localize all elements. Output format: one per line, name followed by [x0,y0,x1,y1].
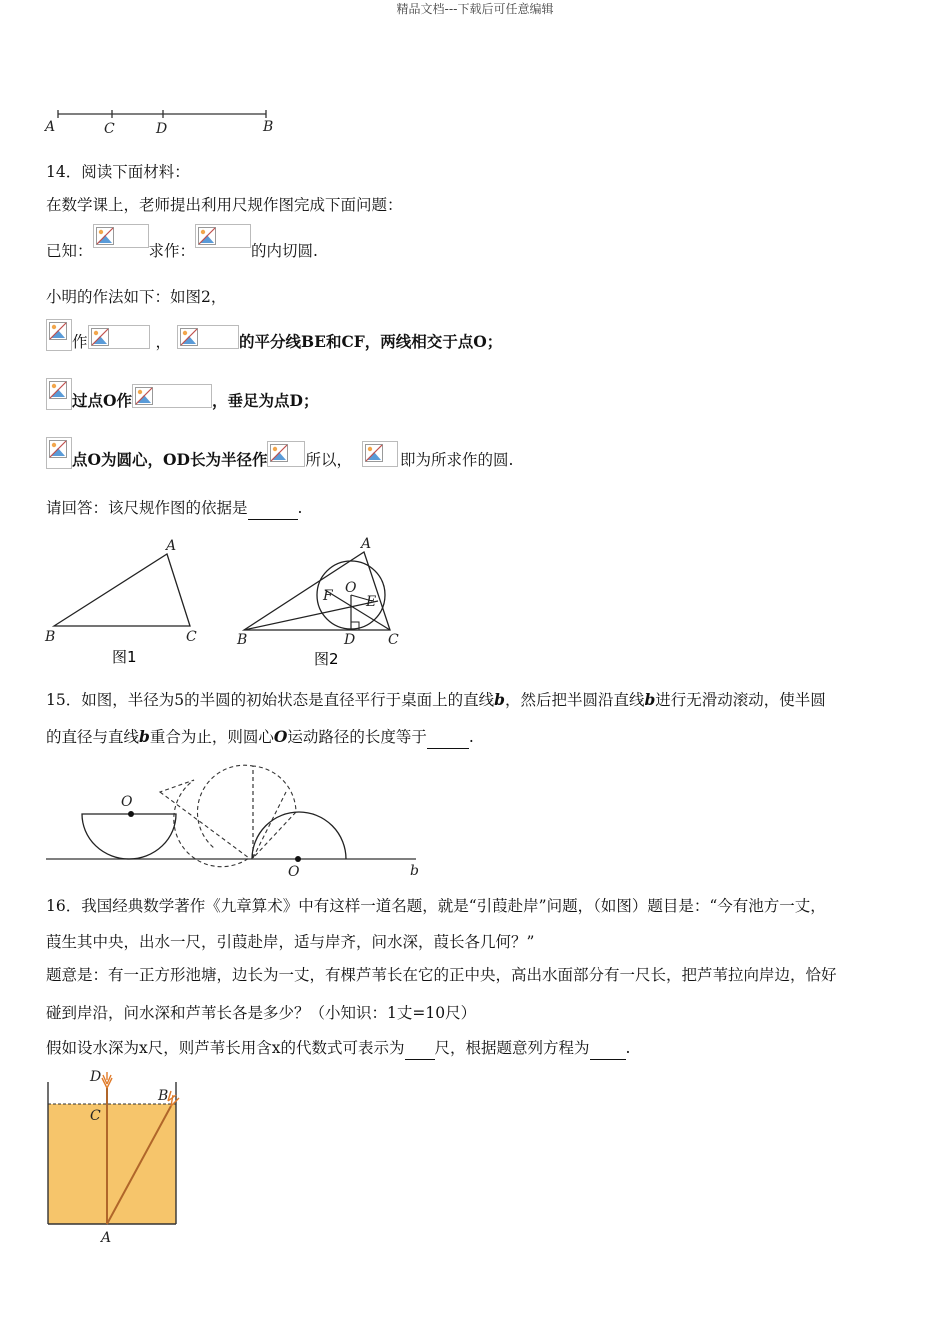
fig16-label-a: A [101,1230,112,1244]
answer-blank [427,726,469,749]
broken-image-icon [177,325,239,349]
broken-image-icon [267,441,305,467]
var-o: O [273,727,288,746]
q14-step3 [46,435,513,471]
fig1-label-a: A [166,538,177,554]
point-label-b: B [263,119,274,135]
var-b: b [139,727,150,746]
fig2-label-o: O [345,580,357,596]
step3-text-a: 点O为圆心，OD长为半径作 [72,450,268,469]
broken-image-icon [46,437,72,469]
q14-intro: 在数学课上，老师提出利用尺规作图完成下面问题： [46,196,403,214]
q15-text: 的直径与直线 [46,728,140,746]
q14-step2 [46,376,318,412]
broken-image-icon [132,384,212,408]
fig2-label-b: B [237,632,248,648]
step1-text-c: 的平分线BE和CF，两线相交于点O； [239,332,503,351]
broken-image-icon [46,378,72,410]
q15-text: 运动路径的长度等于 [287,728,427,746]
q15-line1 [46,689,826,711]
point-label-c: C [104,121,115,137]
broken-image-icon [46,319,72,351]
q14-method: 小明的作法如下：如图2， [46,288,227,306]
segment-figure [44,105,284,139]
fig2-label-c: C [388,632,399,648]
fig15-label-o2: O [288,864,300,880]
fig2-label-d: D [344,632,356,648]
fig1-label-c: C [186,629,197,645]
point-label-a: A [45,119,56,135]
q16-line4: 碰到岸沿，问水深和芦苇长各是多少？（小知识：1丈=10尺） [46,1004,477,1022]
fig16-label-d: D [90,1069,102,1085]
step3-text-c: 即为所求作的圆. [399,451,514,469]
step2-text-b: ，垂足为点D； [212,391,319,410]
q15-text: . [468,728,474,746]
q16-line3: 题意是：有一正方形池塘，边长为一丈，有棵芦苇长在它的正中央，高出水面部分有一尺长，把芦苇拉向岸边，恰好 [46,966,837,984]
q14-title: 14．阅读下面材料： [46,163,190,181]
semicircle-rolling-figure [44,762,424,882]
question-text: 请回答：该尺规作图的依据是 [46,499,248,517]
fig2-label-e: E [366,594,377,610]
fig1-label-b: B [45,629,56,645]
triangle-figures [40,534,420,672]
fig16-label-c: C [90,1108,101,1124]
q16-text: 假如设水深为x尺，则芦苇长用含x的代数式可表示为 [46,1039,405,1057]
q15-line2 [46,726,474,749]
fig2-label-a: A [361,536,372,552]
step1-text-a: 作 [72,333,88,351]
q14-given [46,222,318,262]
q14-question [46,497,302,520]
q16-line2: 葭生其中央，出水一尺，引葭赴岸，适与岸齐，问水深，葭长各几何？” [46,933,535,951]
q15-text: 15．如图，半径为5的半圆的初始状态是直径平行于桌面上的直线 [46,691,495,709]
var-b: b [494,690,505,709]
answer-blank [590,1037,626,1060]
fig15-label-o1: O [121,794,133,810]
q14-step1 [46,317,502,353]
fig2-caption: 图2 [314,650,339,668]
step1-text-b: ， [155,333,172,351]
given-mid: 求作： [148,242,196,260]
broken-image-icon [195,224,251,248]
fig1-caption: 图1 [112,648,137,666]
fig16-label-b: B [158,1088,169,1104]
step3-text-b: 所以， [305,451,352,469]
answer-blank [248,497,298,520]
step2-text-a: 过点O作 [72,391,133,410]
q15-text: 进行无滑动滚动，使半圆 [655,691,826,709]
given-suffix: 的内切圆. [251,242,318,260]
q16-line1: 16．我国经典数学著作《九章算术》中有这样一道名题，就是“引葭赴岸”问题，（如图）题目是：“今有池方一丈， [46,897,826,915]
var-b: b [644,690,656,709]
pond-reed-figure [40,1066,190,1244]
q15-text: ，然后把半圆沿直线 [504,691,645,709]
fig2-label-f: F [323,588,333,604]
q16-text: 尺，根据题意列方程为 [434,1039,590,1057]
broken-image-icon [362,441,398,467]
given-prefix: 已知： [46,242,93,260]
page-header: 精品文档---下载后可任意编辑 [396,2,554,16]
question-end: . [297,499,303,517]
point-label-d: D [156,121,168,137]
fig15-label-b: b [410,863,419,879]
broken-image-icon [93,224,149,248]
q15-text: 重合为止，则圆心 [149,728,274,746]
q16-text: . [625,1039,631,1057]
q16-line5 [46,1037,630,1060]
broken-image-icon [88,325,150,349]
answer-blank [405,1037,435,1060]
